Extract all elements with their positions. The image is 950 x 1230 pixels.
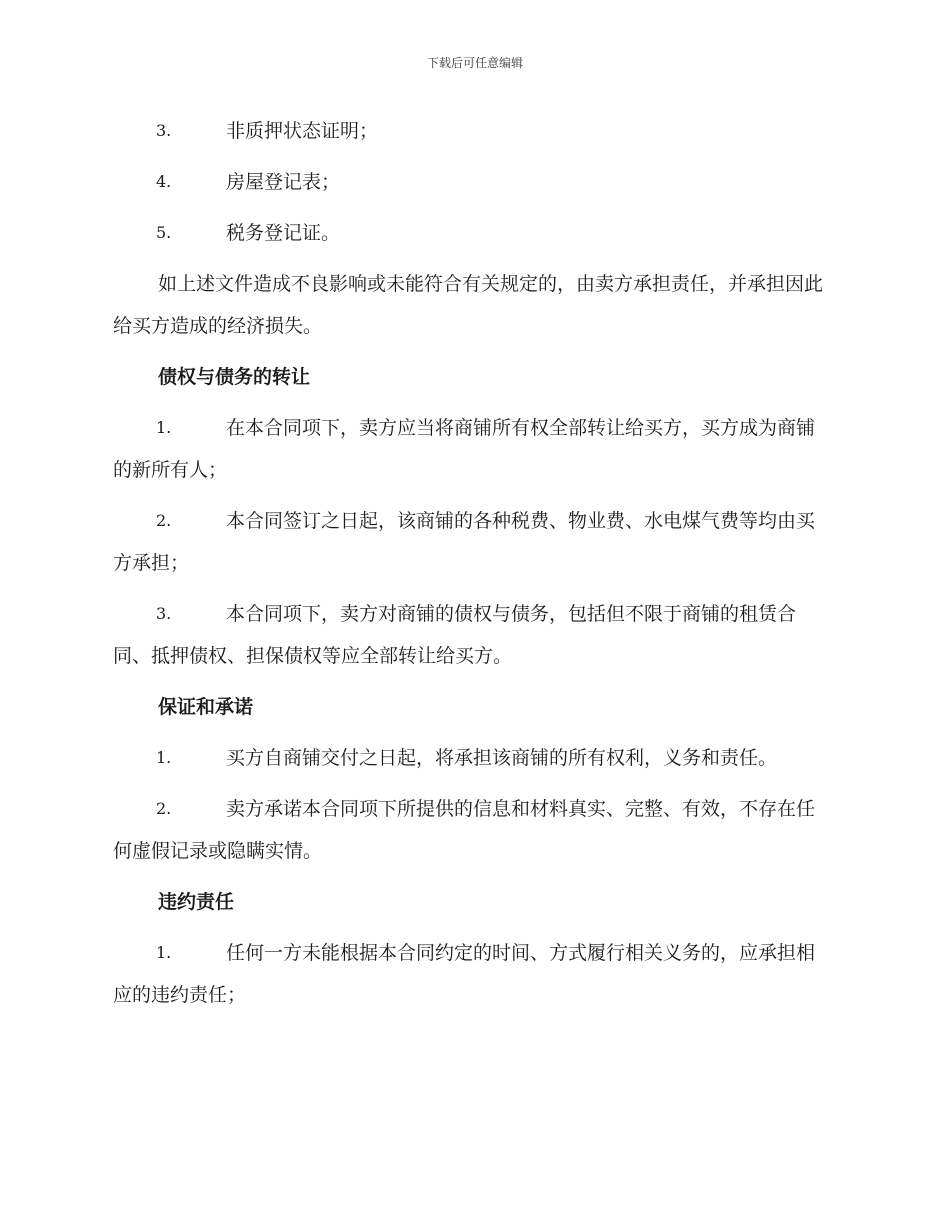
- list-number: 1.: [156, 943, 172, 962]
- list-text: 税务登记证。: [226, 222, 341, 244]
- list-number: 3.: [156, 604, 172, 623]
- list-text: 房屋登记表；: [226, 171, 341, 193]
- list-text: 非质押状态证明；: [226, 120, 379, 142]
- list-item: [113, 110, 833, 152]
- list-item: [113, 737, 833, 779]
- list-item: [113, 932, 833, 1016]
- list-text: 任何一方未能根据本合同约定的时间、方式履行相关义务的，应承担相应的违约责任；: [113, 942, 816, 1006]
- list-number: 2.: [156, 511, 172, 530]
- list-number: 1.: [156, 418, 172, 437]
- list-text: 在本合同项下，卖方应当将商铺所有权全部转让给买方，买方成为商铺的新所有人；: [113, 417, 816, 481]
- list-text: 本合同签订之日起，该商铺的各种税费、物业费、水电煤气费等均由买方承担；: [113, 510, 816, 574]
- list-number: 5.: [156, 223, 172, 242]
- list-text: 卖方承诺本合同项下所提供的信息和材料真实、完整、有效，不存在任何虚假记录或隐瞒实情。: [113, 798, 816, 862]
- list-item: [113, 212, 833, 254]
- list-number: 1.: [156, 748, 172, 767]
- list-number: 3.: [156, 121, 172, 140]
- list-number: 2.: [156, 799, 172, 818]
- list-item: [113, 161, 833, 203]
- list-item: [113, 407, 833, 491]
- list-item: [113, 500, 833, 584]
- document-body: [113, 110, 833, 1025]
- page-header: 下载后可任意编辑: [426, 56, 523, 70]
- section-heading: 保证和承诺: [158, 696, 254, 718]
- list-item: [113, 788, 833, 872]
- section-heading: 违约责任: [158, 891, 235, 913]
- list-text: 本合同项下，卖方对商铺的债权与债务，包括但不限于商铺的租赁合同、抵押债权、担保债权等应全部转让给买方。: [113, 603, 797, 667]
- list-number: 4.: [156, 172, 172, 191]
- section-heading: 债权与债务的转让: [158, 366, 311, 388]
- list-item: [113, 593, 833, 677]
- list-text: 买方自商铺交付之日起，将承担该商铺的所有权利，义务和责任。: [226, 747, 778, 769]
- paragraph: 如上述文件造成不良影响或未能符合有关规定的，由卖方承担责任，并承担因此给买方造成的经济损失。: [113, 273, 824, 337]
